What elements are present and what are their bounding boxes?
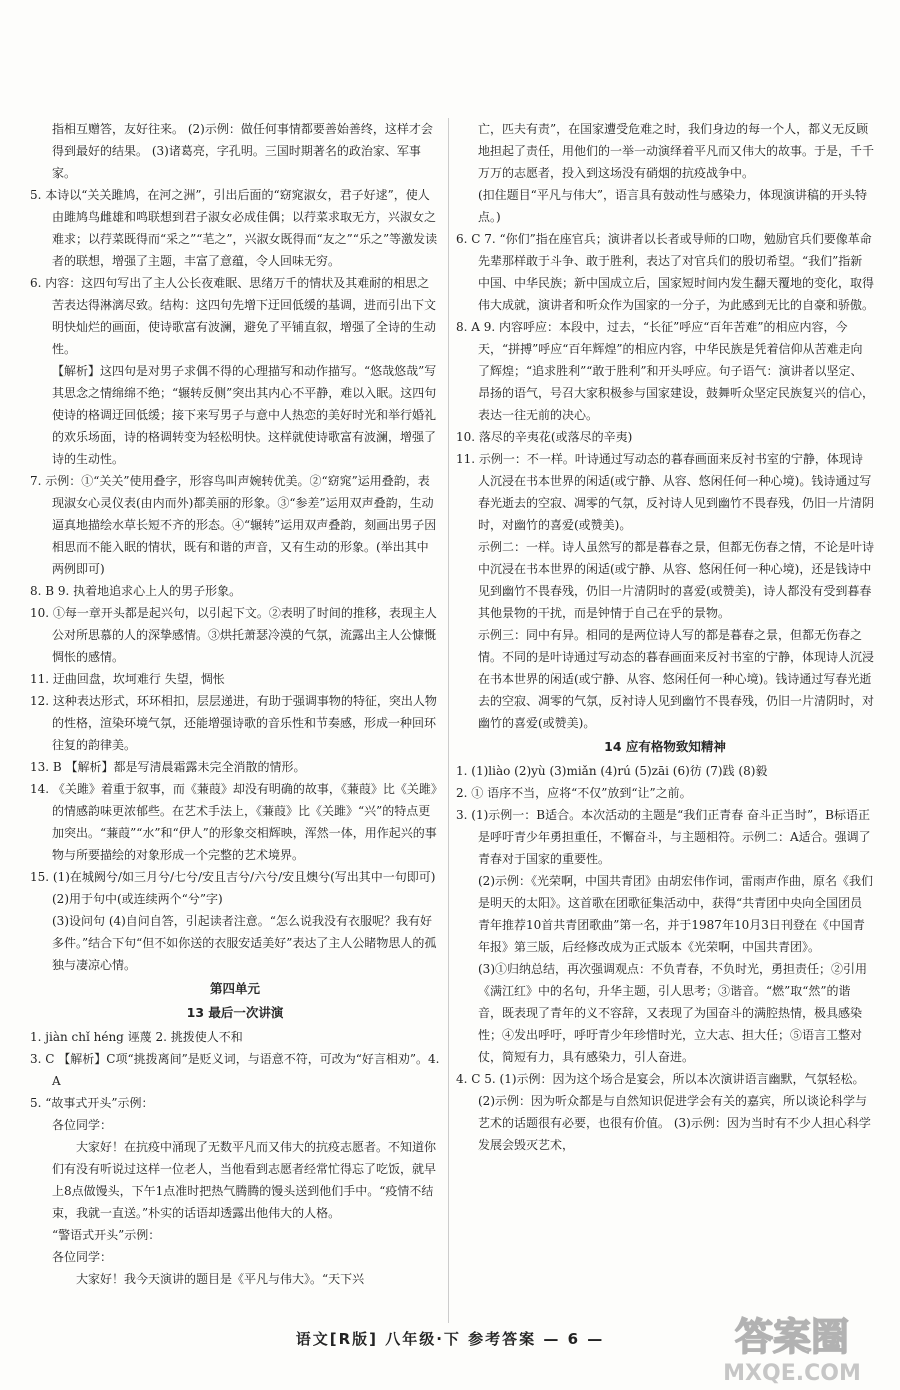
left-paragraph: 13. B 【解析】都是写清晨霜露未完全消散的情形。 bbox=[30, 760, 306, 774]
left-paragraph: 11. 迂曲回盘，坎坷难行 失望，惆怅 bbox=[30, 672, 225, 686]
left-paragraph: “警语式开头”示例： bbox=[52, 1228, 161, 1242]
right-column bbox=[456, 118, 874, 1156]
watermark-logo bbox=[702, 1308, 882, 1384]
left-column bbox=[30, 118, 440, 1290]
left-paragraph: 指相互赠答，友好往来。 (2)示例：做任何事情都要善始善终，这样才会得到最好的结果。 (3)诸葛亮，字孔明。三国时期著名的政治家、军事家。 bbox=[52, 122, 433, 180]
left-paragraph: 15. (1)在城阙兮/如三月兮/七兮/安且吉兮/六兮/安且燠兮(写出其中一句即可) (2)用于句中(或连续两个“兮”字) bbox=[30, 870, 436, 906]
right-paragraph: 亡，匹夫有责”，在国家遭受危难之时，我们身边的每一个人，都义无反顾地担起了责任，用他们的一举一动演绎着平凡而又伟大的故事。于是，千千万万的志愿者，投入到这场没有硝烟的抗疫战争中。 bbox=[478, 122, 875, 180]
left-paragraph: 大家好！在抗疫中涌现了无数平凡而又伟大的抗疫志愿者。不知道你们有没有听说过这样一位老人，当他看到志愿者经常忙得忘了吃饭，就早上8点做馒头，下午1点准时把热气腾腾的馒头送到他们手中。“疫情不结束，我就一直送。”朴实的话语却透露出他伟大的人格。 bbox=[52, 1140, 437, 1220]
left-paragraph: 3. C 【解析】C项“挑拨离间”是贬义词，与语意不符，可改为“好言相劝”。4. A bbox=[30, 1052, 440, 1088]
right-paragraph: 11. 示例一：不一样。叶诗通过写动态的暮春画面来反衬书室的宁静，体现诗人沉浸在书本世界的闲适(或宁静、从容、悠闲任何一种心境)。钱诗通过写春光逝去的空寂、凋零的气氛，反衬诗人见到幽竹不畏春残，仍旧一片清阴时，对幽竹的喜爱(或赞美)。 bbox=[456, 452, 875, 532]
right-paragraph: 4. C 5. (1)示例：因为这个场合是宴会，所以本次演讲语言幽默，气氛轻松。 (2)示例：因为听众都是与自然知识促进学会有关的嘉宾，所以谈论科学与艺术的话题很有必要，也很有价值。 (3)示例：因为当时有不少人担心科学发展会毁灭艺术， bbox=[456, 1072, 871, 1152]
left-paragraph: 5. “故事式开头”示例： bbox=[30, 1096, 154, 1110]
left-paragraph: 各位同学： bbox=[52, 1250, 113, 1264]
right-paragraph: (3)①归纳总结，再次强调观点：不负青春，不负时光，勇担责任；②引用《满江红》中的名句，升华主题，引人思考；③谐音。“燃”取“然”的谐音，既表现了青年的义不容辞，又表现了为国奋斗的满腔热情，极具感染性；④发出呼吁，呼吁青少年珍惜时光，立大志、担大任；⑤语言工整对仗，简短有力，具有感染力，引人奋进。 bbox=[478, 962, 868, 1064]
left-paragraph: 8. B 9. 执着地追求心上人的男子形象。 bbox=[30, 584, 242, 598]
left-paragraph: 12. 这种表达形式，环环相扣，层层递进，有助于强调事物的特征，突出人物的性格，渲染环境气氛，还能增强诗歌的音乐性和节奏感，形成一种回环往复的韵律美。 bbox=[30, 694, 437, 752]
right-paragraph: (2)示例：《光荣啊，中国共青团》由胡宏伟作词，雷雨声作曲，原名《我们是明天的太阳》。这首歌在团歌征集活动中，获得“共青团中央向全国团员青年推荐10首共青团歌曲”第一名，并于1987年10月3日刊登在《中国青年报》第三版，后经修改成为正式版本《光荣啊，中国共青团》。 bbox=[478, 874, 874, 954]
right-paragraph: 2. ① 语序不当，应将“不仅”放到“让”之前。 bbox=[456, 786, 692, 800]
left-paragraph: 7. 示例：①“关关”使用叠字，形容鸟叫声婉转优美。②“窈窕”运用叠韵，表现淑女心灵仪表(由内而外)都美丽的形象。③“参差”运用双声叠韵，生动逼真地描绘水草长短不齐的形态。④“辗转”运用双声叠韵，刻画出男子因相思而不能入眠的情状，既有和谐的声音，又有生动的形象。(举出其中两例即可) bbox=[30, 474, 437, 576]
left-paragraph: 6. 内容：这四句写出了主人公长夜难眠、思绪万千的情状及其难耐的相思之苦表达得淋漓尽致。结构：这四句先增下迂回低缓的基调，进而引出下文明快灿烂的画面，使诗歌富有波澜，避免了平铺直叙，增强了全诗的生动性。 bbox=[30, 276, 437, 356]
right-paragraph: 3. (1)示例一：B适合。本次活动的主题是“我们正青春 奋斗正当时”，B标语正是呼吁青少年勇担重任，不懈奋斗，与主题相符。示例二：A适合。强调了青春对于国家的重要性。 bbox=[456, 808, 871, 866]
page-footer: 语文[R版] 八年级·下 参考答案 — 6 — bbox=[295, 1330, 605, 1348]
left-paragraph: 13 最后一次讲演 bbox=[186, 1005, 284, 1020]
right-paragraph: 1. (1)liào (2)yù (3)miǎn (4)rú (5)zāi (6)彷 (7)践 (8)毅 bbox=[456, 764, 768, 778]
right-paragraph: 示例二：一样。诗人虽然写的都是暮春之景，但都无伤春之情，不论是叶诗中沉浸在书本世界的闲适(或宁静、从容、悠闲任何一种心境)，还是钱诗中见到幽竹不畏春残，仍旧一片清阴时的喜爱(或赞美)，诗人都没有受到暮春其他景物的干扰，而是钟情于自己在乎的景物。 bbox=[478, 540, 875, 620]
column-divider bbox=[448, 118, 449, 1323]
watermark-url: MXQE.COM bbox=[723, 1361, 861, 1384]
right-paragraph: 14 应有格物致知精神 bbox=[604, 739, 726, 754]
right-paragraph: 示例三：同中有异。相同的是两位诗人写的都是暮春之景，但都无伤春之情。不同的是叶诗通过写动态的暮春画面来反衬书室的宁静，体现诗人沉浸在书本世界的闲适(或宁静、从容、悠闲任何一种心境)。钱诗通过写春光逝去的空寂、凋零的气氛，反衬诗人见到幽竹不畏春残，仍旧一片清阴时，对幽竹的喜爱(或赞美)。 bbox=[478, 628, 875, 730]
right-paragraph: 10. 落尽的辛夷花(或落尽的辛夷) bbox=[456, 430, 633, 444]
right-paragraph: 6. C 7. “你们”指在座官兵；演讲者以长者或导师的口吻，勉励官兵们要像革命先辈那样敢于斗争、敢于胜利，表达了对官兵们的殷切希望。“我们”指新中国、中华民族；新中国成立后，国家短时间内发生翻天覆地的变化，取得伟大成就，演讲者和听众作为国家的一分子，为此感到无比的自豪和骄傲。 bbox=[456, 232, 875, 312]
right-paragraph: (扣住题目“平凡与伟大”，语言具有鼓动性与感染力，体现演讲稿的开头特点。) bbox=[478, 188, 867, 224]
left-paragraph: (3)设问句 (4)自问自答，引起读者注意。“怎么说我没有衣服呢？我有好多件。”结合下句“但不如你送的衣服安适美好”表达了主人公睹物思人的孤独与凄凉心情。 bbox=[52, 914, 437, 972]
left-paragraph: 1. jiàn chǐ héng 诬蔑 2. 挑拨使人不和 bbox=[30, 1030, 243, 1044]
left-paragraph: 第四单元 bbox=[209, 981, 260, 996]
left-paragraph: 【解析】这四句是对男子求偶不得的心理描写和动作描写。“悠哉悠哉”写其思念之情绵绵不绝；“辗转反侧”突出其内心不平静，难以入眠。这四句使诗的格调迂回低缓；接下来写男子与意中人热恋的美好时光和举行婚礼的欢乐场面，诗的格调转变为轻松明快。这样就使诗歌富有波澜，增强了诗的生动性。 bbox=[52, 364, 437, 466]
left-paragraph: 10. ①每一章开头都是起兴句，以引起下文。②表明了时间的推移，表现主人公对所思慕的人的深挚感情。③烘托萧瑟冷漠的气氛，流露出主人公慷慨惆怅的感情。 bbox=[30, 606, 437, 664]
left-paragraph: 14. 《关雎》着重于叙事，而《蒹葭》却没有明确的故事，《蒹葭》比《关雎》的情感韵味更浓郁些。在艺术手法上，《蒹葭》比《关雎》“兴”的特点更加突出。“蒹葭”“水”和“伊人”的形象交相辉映，浑然一体，用作起兴的事物与所要描绘的对象形成一个完整的艺术境界。 bbox=[30, 782, 437, 862]
left-paragraph: 大家好！我今天演讲的题目是《平凡与伟大》。“天下兴 bbox=[76, 1272, 365, 1286]
left-paragraph: 5. 本诗以“关关雎鸠，在河之洲”，引出后面的“窈窕淑女，君子好逑”，使人由雎鸠鸟雌雄和鸣联想到君子淑女必成佳偶；以荇菜求取无方，兴淑女之难求；以荇菜既得而“采之”“芼之”，兴淑女既得而“友之”“乐之”等激发读者的联想，增强了主题，丰富了意蕴，令人回味无穷。 bbox=[30, 188, 438, 268]
right-paragraph: 8. A 9. 内容呼应：本段中，过去，“长征”呼应“百年苦难”的相应内容，今天，“拼搏”呼应“百年辉煌”的相应内容，中华民族是凭着信仰从苦难走向了辉煌；“追求胜利”“敢于胜利”和开头呼应。句子语气：演讲者以坚定、昂扬的语气，号召大家积极参与国家建设，鼓舞听众坚定民族复兴的信心，表达一往无前的决心。 bbox=[456, 320, 875, 422]
left-paragraph: 各位同学： bbox=[52, 1118, 113, 1132]
watermark-text: 答案圈 bbox=[734, 1315, 850, 1359]
